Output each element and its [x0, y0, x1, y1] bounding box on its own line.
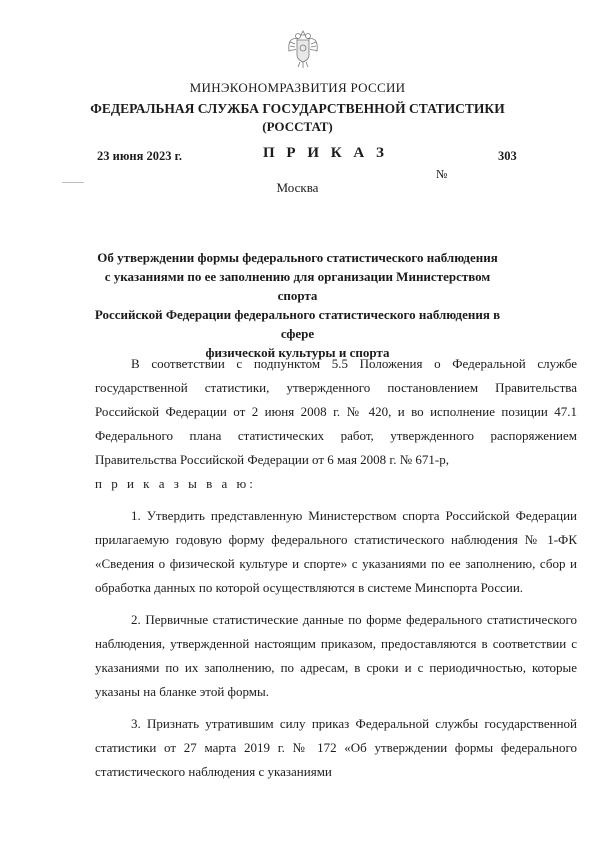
order-city: Москва — [276, 180, 319, 195]
order-number: 303 — [498, 149, 517, 163]
decree-word: п р и к а з ы в а ю: — [95, 476, 256, 491]
service-name: ФЕДЕРАЛЬНАЯ СЛУЖБА ГОСУДАРСТВЕННОЙ СТАТИСТИКИ — [90, 101, 505, 116]
title-line: с указаниями по ее заполнению для организации Министерством спорта — [104, 269, 491, 303]
title-line: физической культуры и спорта — [205, 345, 390, 360]
ministry-name: МИНЭКОНОМРАЗВИТИЯ РОССИИ — [189, 80, 406, 95]
order-title — [90, 248, 505, 362]
item-1-paragraph: 1. Утвердить представленную Министерством спорта Российской Федерации прилагаемую годовую форму федерального статистического наблюдения № 1-ФК «Сведения о физической культуре и спорте» с указаниями по ее заполнению, сбор и обработка данных по которой осуществляются в системе Минспорта России. — [95, 508, 577, 595]
title-line: Российской Федерации федерального статистического наблюдения в сфере — [94, 307, 501, 341]
title-line: Об утверждении формы федерального статистического наблюдения — [97, 250, 498, 265]
item-2-paragraph: 2. Первичные статистические данные по форме федерального статистического наблюдения, утвержденной настоящим приказом, предоставляются в соответствии с указаниями по их заполнению, по адресам, в сроки и с периодичностью, которые указаны на бланке этой формы. — [95, 612, 577, 699]
order-body — [95, 352, 577, 792]
preamble-paragraph: В соответствии с подпунктом 5.5 Положения о Федеральной службе государственной статистики, утвержденного постановлением Правительства Российской Федерации от 2 июня 2008 г. № 420, и во исполнение позиции 47.1 Федерального плана статистических работ, утвержденного распоряжением Правительства Российской Федерации от 6 мая 2008 г. № 671-р, — [95, 356, 577, 467]
number-sign: № — [436, 167, 448, 181]
order-date: 23 июня 2023 г. — [97, 149, 182, 163]
scan-artifact — [62, 182, 84, 183]
order-type: П Р И К А З — [263, 145, 388, 161]
service-abbreviation: (РОССТАТ) — [262, 119, 333, 134]
russian-coat-of-arms-icon — [286, 27, 320, 71]
item-3-paragraph: 3. Признать утратившим силу приказ Федеральной службы государственной статистики от 27 марта 2019 г. № 172 «Об утверждении формы федерального статистического наблюдения с указаниями — [95, 716, 577, 779]
